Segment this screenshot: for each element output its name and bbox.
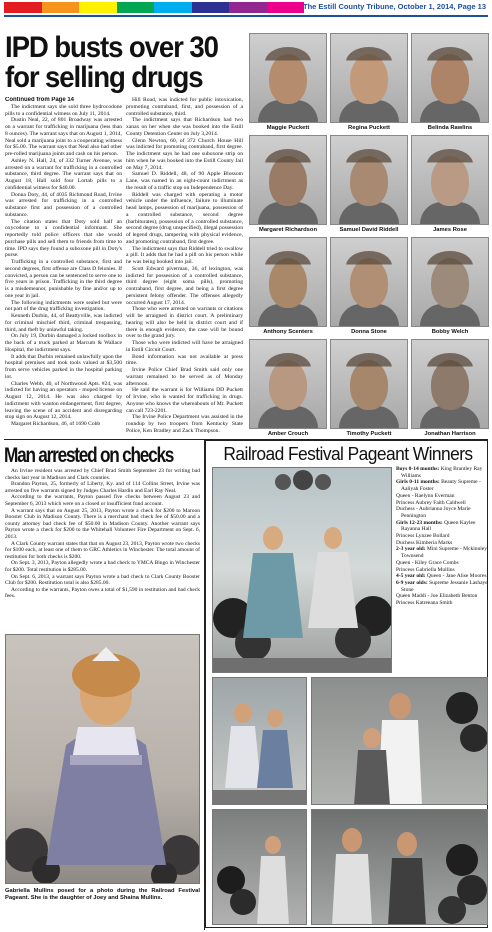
face-shape xyxy=(431,156,469,206)
face-shape xyxy=(431,258,469,308)
face-shape xyxy=(269,258,307,308)
paragraph: Bond information was not available at press time. xyxy=(126,353,243,367)
story-column-1 xyxy=(5,97,122,435)
mugshot-photo xyxy=(330,237,408,327)
pageant-photo-mother xyxy=(311,677,488,805)
paragraph: The indictment says that Richardson had two xanax on her when she was booked into the Estill County Detention Center on July 3,2014. xyxy=(126,117,243,137)
page-header xyxy=(0,0,492,20)
pageant-photo-dancers xyxy=(212,809,307,925)
continued-note: Continued from Page 14 xyxy=(5,97,75,103)
color-swatch xyxy=(42,2,80,13)
mugshot xyxy=(249,237,327,335)
winners-list xyxy=(396,466,488,607)
winner-entry xyxy=(396,479,488,492)
photo-caption: Gabriella Mullins posed for a photo during the Railroad Festival Pageant. She is the daughter of Joey and Shaina Mullins. xyxy=(5,888,200,901)
winner-entry xyxy=(396,573,488,580)
color-swatch xyxy=(267,2,305,13)
winner-entry xyxy=(396,567,488,574)
masthead: The Estill County Tribune, October 1, 2014, Page 13 xyxy=(303,2,486,11)
gabriella-photo xyxy=(5,634,200,884)
paragraph: Kenneth Durbin, 44, of Beattyville, was indicted for criminal mischief third, criminal trespassing, third, and theft by unlawful taking. xyxy=(5,313,122,333)
winner-name: Princess Katreeana Smith xyxy=(396,600,453,607)
paragraph: According to the warrants, Payton passed five checks between August 23 and September 6, 2013 which were on a closed or insufficient fund account. xyxy=(5,494,200,507)
winner-entry xyxy=(396,533,488,540)
stage-scene-icon xyxy=(213,468,392,673)
winner-entry xyxy=(396,520,488,533)
paragraph: Riddell was charged with operating a motor vehicle under the influence, failure to illuminate head lamps, possession of marijuana, possession of a controlled substance, second degree (barbiturates), possession of a controlled substance, second degree (drug unspecified), illegal possession of legend drugs, tampering with physical evidence, and promoting contraband, first degree. xyxy=(126,191,243,245)
mugshot-name: Margaret Richardson xyxy=(259,227,317,233)
paragraph: Glenn Newton, 60, of 372 Church House Hill was indicted for promoting contraband, first degree. The indictment says he had one suboxone strip on him when he was booked into the Estill County Jail on May 7, 2014. xyxy=(126,137,243,171)
winner-entry xyxy=(396,500,488,507)
mugshot-photo xyxy=(330,339,408,429)
mugshot-name: Belinda Rawlins xyxy=(427,125,473,131)
mugshot-photo xyxy=(249,339,327,429)
paragraph: He said the warrant is for Williams DD Puckett of Irvine, who is wanted for trafficking in drugs. Anyone who knows the whereabouts of Mr. Puckett can call 723-2201. xyxy=(126,387,243,414)
paragraph: Trafficking in a controlled substance, first and second degrees, first offense are Class D felonies. If convicted, a person can be sentenced to serve one to five years in prison. Trafficking in the third degree is a misdemeanor, punishable by fine and/or up to one year in jail. xyxy=(5,259,122,299)
story-column-2 xyxy=(126,97,243,435)
mugshot xyxy=(330,135,408,233)
paragraph: Charles Webb, 40, of Northwood Apts. #24, was indicted for having an operators - moped license on August 12, 2014. He was also charged by indictment with wanton endangerment, first degree, leaving the scene of an accident and disregarding stop sign on August 12, 2014. xyxy=(5,380,122,421)
mugshot-name: Regina Puckett xyxy=(348,125,390,131)
mugshot-photo xyxy=(411,339,489,429)
winner-category: Girls 0-11 months: xyxy=(396,479,440,486)
paragraph: A warrant says that on August 25, 2013, Payton wrote a check for $200 to Maroon Booster Club in Madison County. There is a merchant bad check fee of $50.00 and a county attorney bad check fee of $50.00 in Madison County. Another warrant says Payton wrote a check for $200 to the Whitehall Volunteer Fire Department on Sept. 6, 2013. xyxy=(5,507,200,540)
mugshot-name: Donna Stone xyxy=(351,329,387,335)
face-shape xyxy=(350,360,388,410)
balloons-scene-icon xyxy=(213,810,307,925)
paragraph: Donna Doty, 44, of 4035 Richmond Road, Irvine was arrested for trafficking in a controlled substance first and possession of a controlled substance. xyxy=(5,191,122,218)
mugshot-photo xyxy=(249,135,327,225)
color-swatch xyxy=(154,2,192,13)
winner-category: Girls 12-23 months: xyxy=(396,519,443,526)
winner-name: Beauty Supreme - Aaliyah Foster xyxy=(401,479,481,493)
color-swatch xyxy=(192,2,230,13)
winner-category: 6-9 year olds: xyxy=(396,579,428,586)
mugshot-photo xyxy=(411,135,489,225)
winner-name: Queen - Jane Alise Moores xyxy=(426,573,487,580)
winner-name: Princess Gabriella Mullins xyxy=(396,566,455,573)
mugshot xyxy=(411,339,489,437)
paragraph: Ashley N. Hall, 24, of 332 Turner Avenue, was arrested on a warrant for trafficking in a controlled substance, third degree. The warrant says that on August 18, Hall sold four Lortab pills to a confidential witness for $40.00. xyxy=(5,157,122,191)
pageant-headline: Railroad Festival Pageant Winners xyxy=(223,443,473,464)
mugshot-photo xyxy=(330,135,408,225)
color-swatch xyxy=(117,2,155,13)
paragraph: Those who were indicted will have be arraigned in Estill Circuit Court. xyxy=(126,340,243,353)
paragraph: Samuel D. Riddell, 48, of 90 Apple Blossom Lane, was named in an eight-count indictment as the result of a traffic stop on Independence Day. xyxy=(126,171,243,191)
mugshot-name: Amber Crouch xyxy=(267,431,309,437)
mugshot-name: Bobby Welch xyxy=(431,329,469,335)
mugshot xyxy=(411,237,489,335)
winner-entry xyxy=(396,580,488,593)
color-bar xyxy=(4,2,304,13)
paragraph: It adds that Durbin remained unlawfully upon the hospital premises and took tools valued at $3,500 from serve vehicles parked in the hospital parking lot. xyxy=(5,353,122,380)
winner-category: Boys 0-14 months: xyxy=(396,466,440,472)
paragraph: The indictment says that Riddell tried to swallow a pill. It adds that he had a pill on his person while he was being booked into jail. xyxy=(126,245,243,265)
mugshot-photo xyxy=(249,33,327,123)
mugshot-photo xyxy=(330,33,408,123)
face-shape xyxy=(350,258,388,308)
headline: IPD busts over 30 for selling drugs xyxy=(5,31,218,94)
face-shape xyxy=(431,360,469,410)
face-shape xyxy=(269,54,307,104)
paragraph: The indictment says she sold three hydrocodone pills to a confidential witness on July 11, 2014. xyxy=(5,103,122,117)
paragraph: An Irvine resident was arrested by Chief Brad Smith September 23 for writing bad checks last year in Madison and Clark counties. xyxy=(5,468,200,481)
color-swatch xyxy=(4,2,42,13)
paragraph: The following indictments were sealed but were not part of the drug trafficking investigation. xyxy=(5,299,122,313)
winner-name: Queen Maddi - Joe Elizabeth Benton xyxy=(396,593,478,600)
winner-name: Queen - Kiley Grace Combs xyxy=(396,559,459,566)
face-shape xyxy=(269,156,307,206)
pageant-photo-crowd xyxy=(311,809,488,925)
winner-entry xyxy=(396,466,488,479)
mugshot-photo xyxy=(249,237,327,327)
winner-entry xyxy=(396,506,488,519)
winner-entry xyxy=(396,540,488,547)
paragraph: On July 19, Durbin damaged a locked toolbox in the back of a truck parked at Marcum & Wallace Hospital, the indictment says. xyxy=(5,333,122,353)
mother-child-scene-icon xyxy=(312,678,488,805)
paragraph: The Irvine Police Department was assisted in the roundup by two troopers from Kentucky State Police, Ken Bradley and Zack Thompson. xyxy=(126,414,243,434)
paragraph: A Clark County warrant states that that on August 23, 2013, Payton wrote two checks for $100 each, at least one of them to GRC Athletics in Winchester. The total amount of restitution for both checks is $200. xyxy=(5,540,200,560)
mugshot xyxy=(411,135,489,233)
winner-name: Mini Supreme - Mckinnley Townsend xyxy=(401,546,487,560)
winner-name: Queen - Raelynn Everman xyxy=(396,492,455,499)
crowd-scene-icon xyxy=(312,810,488,925)
winner-name: King Brantley Ray Williams xyxy=(401,466,483,479)
winner-entry xyxy=(396,593,488,600)
paragraph: On Sept. 6, 2013, a warrant says Payton wrote a bad check to Clark County Booster Club for $200. Restitution total is also $285.00. xyxy=(5,573,200,587)
header-rule xyxy=(4,15,488,17)
mugshot xyxy=(330,339,408,437)
paragraph: Those who were arrested on warrants or citations will be arraigned in district court. A preliminary hearing will also be held in district court and if there is enough evidence, the case will be bound over to the grand jury. xyxy=(126,306,243,340)
mugshot-photo xyxy=(411,237,489,327)
mugshot-name: Maggie Puckett xyxy=(266,125,310,131)
paragraph: The citation states that Doty sold half an oxycodone to a confidential informant. She reportedly told police officers that she would purchase pills and sell them to friends from time to time. IPD says they found a suboxone pill in Doty's purse. xyxy=(5,218,122,259)
paragraph: On Sept. 3, 2013, Payton allegedly wrote a bad check to YMCA Bingo in Winchester for $200. Total restitution is $285.00. xyxy=(5,560,200,573)
mugshot xyxy=(249,339,327,437)
paragraph: Brandon Payton, 25, formerly of Liberty, Ky. and of 114 Collins Street, Irvine was arrested on five warrants signed by Judges Charles Hardin and Earl Ray Neal. xyxy=(5,481,200,494)
paragraph: According to the warrants, Payton owes a total of $1,590 in restitution and bad check fees. xyxy=(5,586,200,600)
pageant-photo-children xyxy=(212,677,307,805)
winner-entry xyxy=(396,546,488,559)
mugshot-name: Timothy Puckett xyxy=(346,431,392,437)
mugshot xyxy=(249,135,327,233)
mugshot-name: Jonathan Harrison xyxy=(424,431,476,437)
paragraph: Dustin Neal, 22, of 801 Broadway was arrested on a warrant for trafficking in marijuana (less than 8 ounces). The warrant says that on August 1, 2014, Neal sold a marijuana joint to a cooperating witness for $5.00. The warrant says that Neal also had other pre-rolled marijuana joints and cash on his person. xyxy=(5,117,122,157)
paragraph: Scott Edward piverman, 36, of lexington, was indicted for possession of a controlled substance, third degree (eight soma pills), promoting contraband, first degree, and being a first degree persistent felony offender. The offenses allegedly occurred August 17, 2014. xyxy=(126,265,243,306)
mugshot-photo xyxy=(411,33,489,123)
mugshot xyxy=(330,237,408,335)
winner-category: 2-3 year old: xyxy=(396,546,426,553)
winner-name: Queen Kaylee Rayanna Hall xyxy=(401,519,476,533)
color-swatch xyxy=(79,2,117,13)
mugshot xyxy=(249,33,327,131)
paragraph: Hill Road, was indicted for public intoxication, promoting contraband, first, and possession of a controlled substance, third. xyxy=(126,97,243,117)
face-shape xyxy=(350,156,388,206)
checks-story xyxy=(5,468,200,630)
face-shape xyxy=(269,360,307,410)
mugshot-name: Samuel David Riddell xyxy=(339,227,399,233)
winner-name: Duchess - Aubrianna Joyce Marie Pennington xyxy=(396,506,471,519)
face-shape xyxy=(350,54,388,104)
winner-name: Duchess Kimberia Marks xyxy=(396,539,453,546)
mugshot-name: Anthony Scenters xyxy=(263,329,313,335)
face-shape xyxy=(431,54,469,104)
paragraph: Margaret Richardson, 46, of 1690 Cobb xyxy=(11,421,101,427)
mugshot xyxy=(330,33,408,131)
paragraph: Irvine Police Chief Brad Smith said only one warrant remained to be served as of Monday afternoon. xyxy=(126,367,243,387)
winner-entry xyxy=(396,493,488,500)
checks-headline: Man arrested on checks xyxy=(4,444,174,467)
winner-entry xyxy=(396,600,488,607)
color-swatch xyxy=(229,2,267,13)
girl-figure-icon xyxy=(6,635,200,884)
winner-entry xyxy=(396,560,488,567)
mugshot xyxy=(411,33,489,131)
winner-name: Supreme Jessanie Lashaye Stone xyxy=(401,579,488,593)
pageant-photo-stage xyxy=(212,467,392,673)
winner-name: Princess Lynzee Bollard xyxy=(396,533,450,540)
winner-category: 4-5 year old: xyxy=(396,573,426,580)
winner-name: Princess Aubrey Faith Caldwell xyxy=(396,499,466,506)
mugshot-name: James Rose xyxy=(433,227,467,233)
children-scene-icon xyxy=(213,678,307,805)
